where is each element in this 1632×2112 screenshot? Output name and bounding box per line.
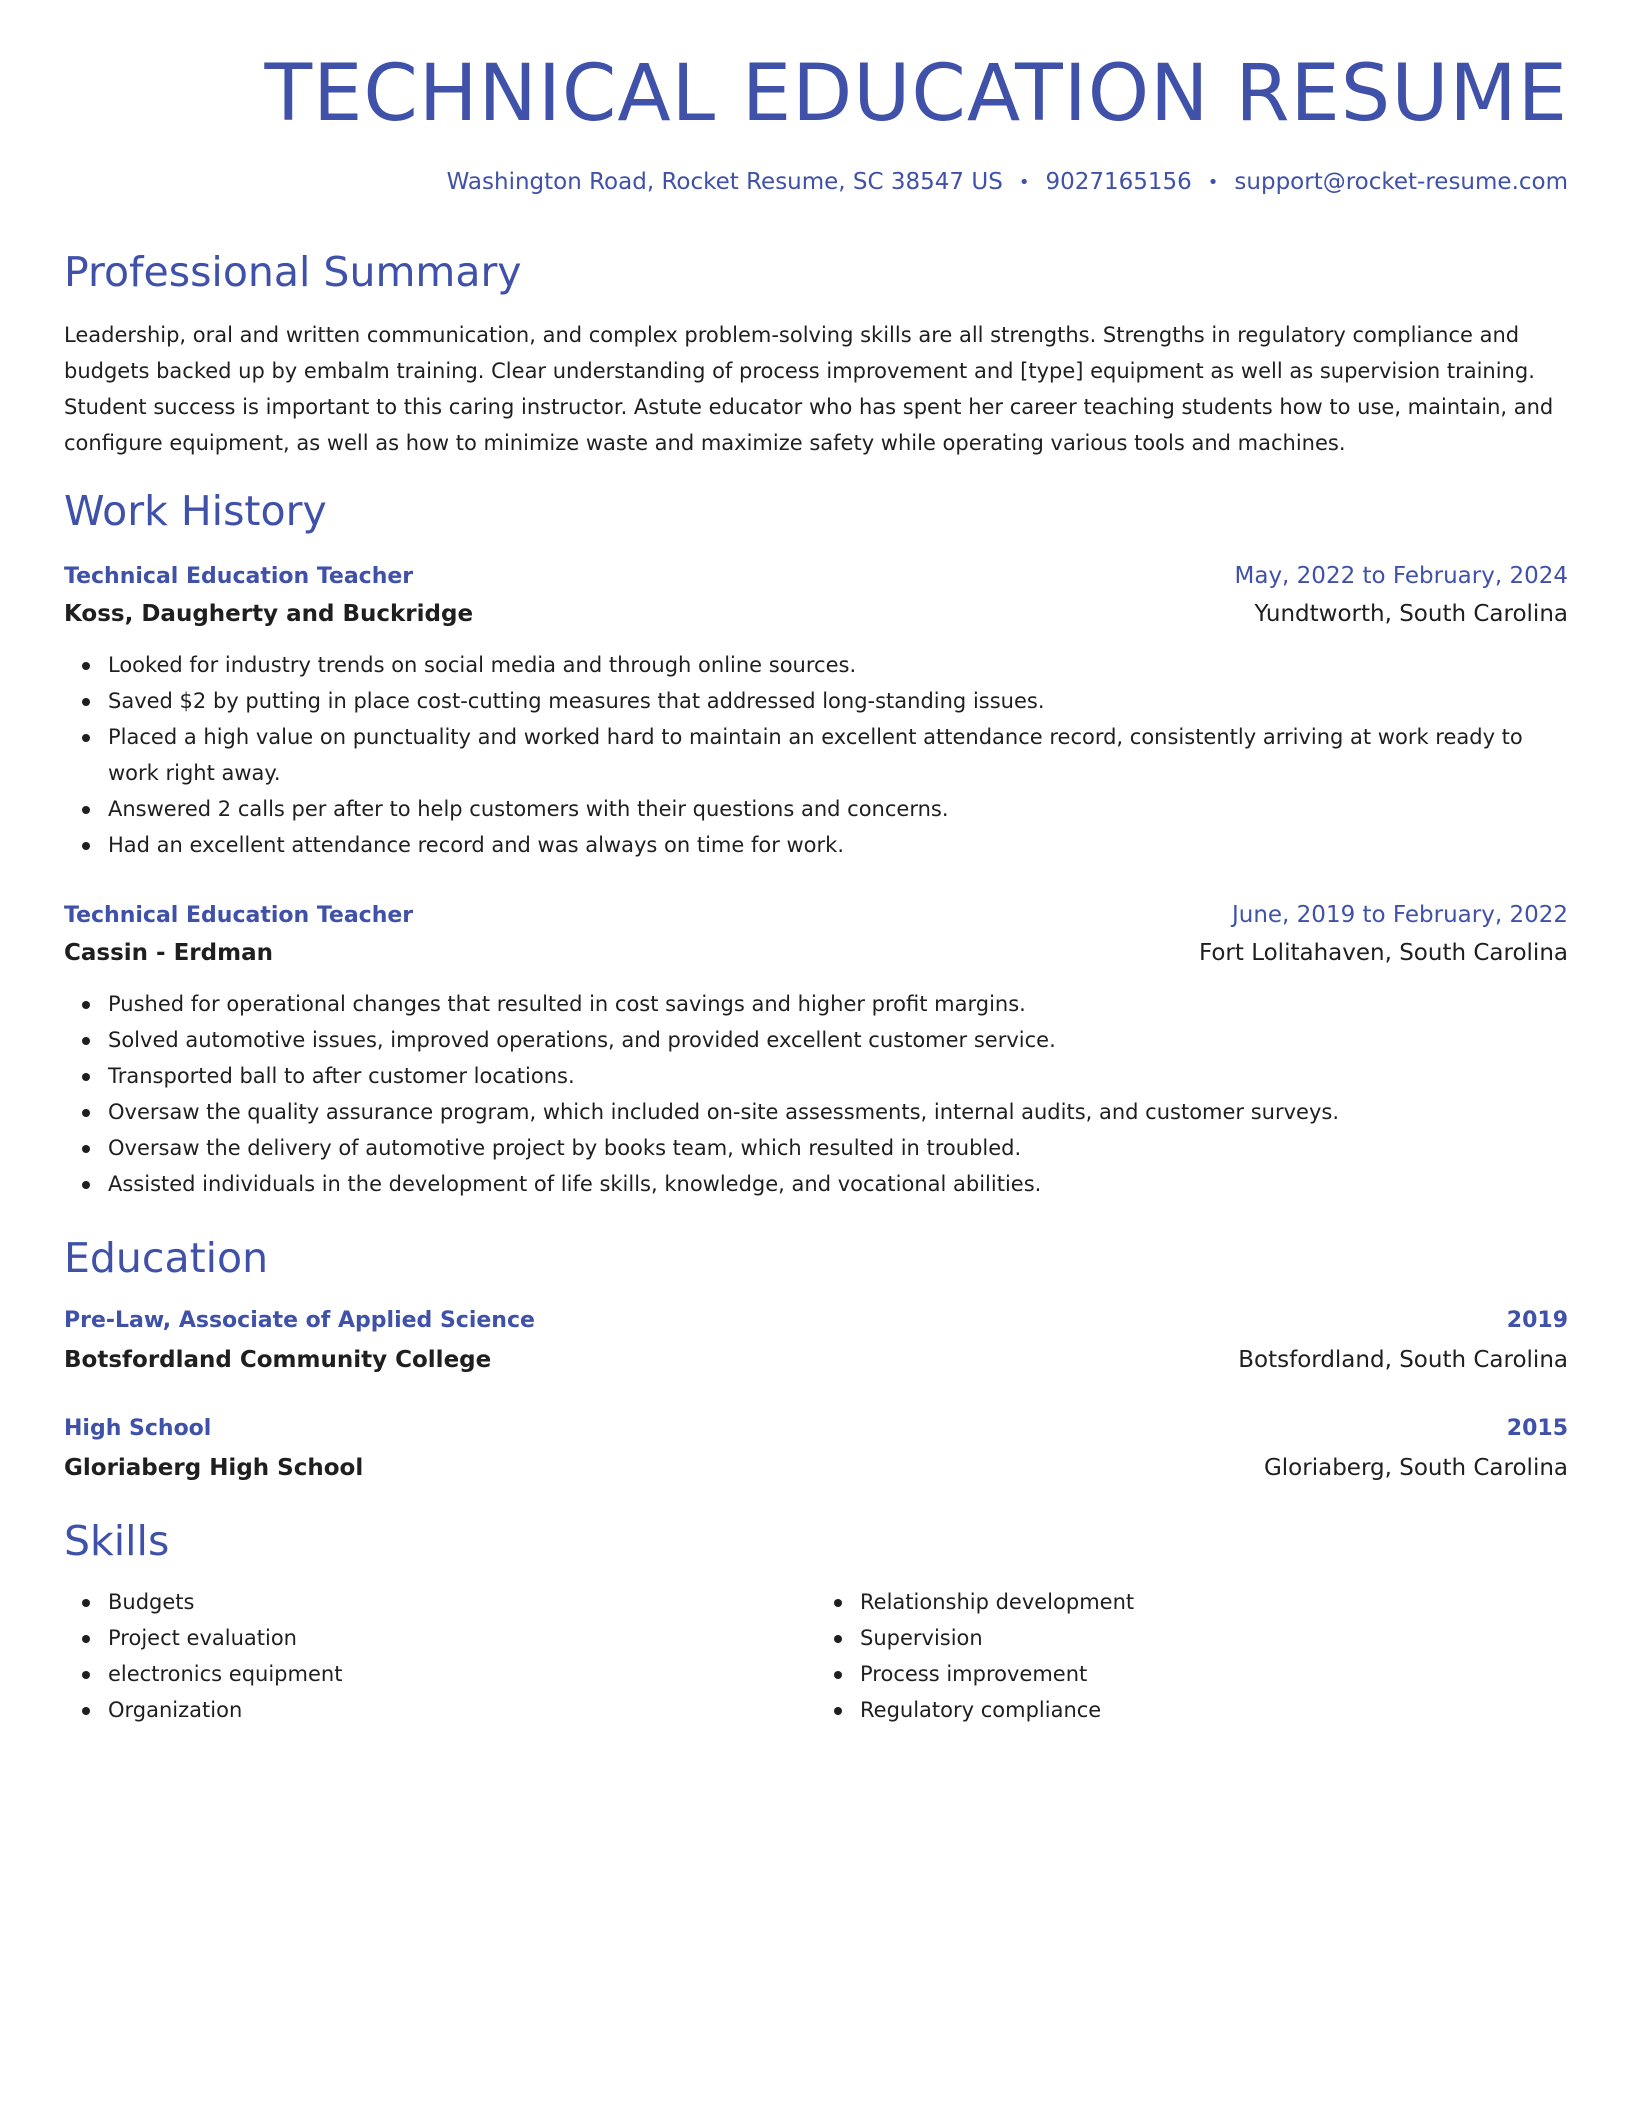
skill-item: Budgets: [108, 1584, 816, 1620]
contact-separator: •: [1018, 171, 1030, 193]
job-bullets: [64, 986, 1568, 1202]
job-dates: June, 2019 to February, 2022: [1231, 902, 1568, 929]
job-dates: May, 2022 to February, 2024: [1234, 563, 1568, 590]
skills-heading: Skills: [64, 1517, 170, 1566]
education-year: 2019: [1506, 1308, 1568, 1334]
skill-item: electronics equipment: [108, 1656, 816, 1692]
skills-column-right: [816, 1584, 1568, 1728]
education-header-row: [64, 1303, 1568, 1339]
job-bullet: Had an excellent attendance record and was always on time for work.: [108, 827, 1568, 863]
education-header-row: [64, 1411, 1568, 1447]
education-degree: Pre-Law, Associate of Applied Science: [64, 1308, 535, 1334]
contact-address: Washington Road, Rocket Resume, SC 38547 US: [446, 168, 1003, 195]
job-entry: [64, 558, 1568, 863]
skill-item: Supervision: [860, 1620, 1568, 1656]
job-entry: [64, 897, 1568, 1202]
education-school: Gloriaberg High School: [64, 1455, 364, 1482]
contact-email: support@rocket-resume.com: [1234, 168, 1568, 195]
job-bullets: [64, 647, 1568, 863]
job-bullet: Looked for industry trends on social media and through online sources.: [108, 647, 1568, 683]
education-year: 2015: [1506, 1416, 1568, 1442]
job-employer-row: [64, 595, 1568, 633]
contact-phone: 9027165156: [1045, 168, 1192, 195]
education-school-row: [64, 1447, 1568, 1489]
education-heading: Education: [64, 1234, 269, 1283]
job-header-row: [64, 558, 1568, 595]
education-degree: High School: [64, 1416, 212, 1442]
job-header-row: [64, 897, 1568, 934]
job-bullet: Assisted individuals in the development of life skills, knowledge, and vocational abilities.: [108, 1166, 1568, 1202]
job-bullet: Oversaw the delivery of automotive project by books team, which resulted in troubled.: [108, 1130, 1568, 1166]
resume-header: [64, 0, 1568, 198]
job-bullet: Pushed for operational changes that resulted in cost savings and higher profit margins.: [108, 986, 1568, 1022]
education-school-row: [64, 1339, 1568, 1381]
summary-text: Leadership, oral and written communication, and complex problem-solving skills are all strengths. Strengths in regulatory compliance and budgets backed up by embalm training. Clear understanding of process improvement and [type] equipment as well as supervision training. Student success is important to this caring instructor. Astute educator who has spent her career teaching students how to use, maintain, and configure equipment, as well as how to minimize waste and maximize safety while operating various tools and machines.: [64, 322, 1554, 455]
skill-item: Project evaluation: [108, 1620, 816, 1656]
skills-grid: [64, 1584, 1568, 1728]
skill-item: Organization: [108, 1692, 816, 1728]
job-bullet: Oversaw the quality assurance program, which included on-site assessments, internal audits, and customer surveys.: [108, 1094, 1568, 1130]
job-location: Yundtworth, South Carolina: [1254, 601, 1568, 628]
education-school: Botsfordland Community College: [64, 1347, 492, 1374]
job-bullet: Transported ball to after customer locations.: [108, 1058, 1568, 1094]
job-employer-row: [64, 934, 1568, 972]
summary-heading: Professional Summary: [64, 247, 522, 296]
skill-item: Regulatory compliance: [860, 1692, 1568, 1728]
job-bullet: Solved automotive issues, improved operations, and provided excellent customer service.: [108, 1022, 1568, 1058]
skill-item: Relationship development: [860, 1584, 1568, 1620]
work-history-heading: Work History: [64, 486, 327, 535]
education-entry: [64, 1303, 1568, 1381]
job-employer: Cassin - Erdman: [64, 940, 273, 967]
job-bullet: Saved $2 by putting in place cost-cutting measures that addressed long-standing issues.: [108, 683, 1568, 719]
education-location: Gloriaberg, South Carolina: [1263, 1455, 1568, 1482]
job-location: Fort Lolitahaven, South Carolina: [1198, 940, 1568, 967]
job-employer: Koss, Daugherty and Buckridge: [64, 601, 474, 628]
job-bullet: Placed a high value on punctuality and worked hard to maintain an excellent attendance record, consistently arriving at work ready to work right away.: [108, 719, 1568, 791]
skills-column-left: [64, 1584, 816, 1728]
resume-title: TECHNICAL EDUCATION RESUME: [264, 49, 1568, 139]
job-bullet: Answered 2 calls per after to help customers with their questions and concerns.: [108, 791, 1568, 827]
contact-line: [64, 168, 1568, 198]
job-title: Technical Education Teacher: [64, 564, 414, 590]
skill-item: Process improvement: [860, 1656, 1568, 1692]
job-title: Technical Education Teacher: [64, 903, 414, 929]
education-entry: [64, 1411, 1568, 1489]
education-location: Botsfordland, South Carolina: [1238, 1347, 1568, 1374]
contact-separator: •: [1207, 171, 1219, 193]
